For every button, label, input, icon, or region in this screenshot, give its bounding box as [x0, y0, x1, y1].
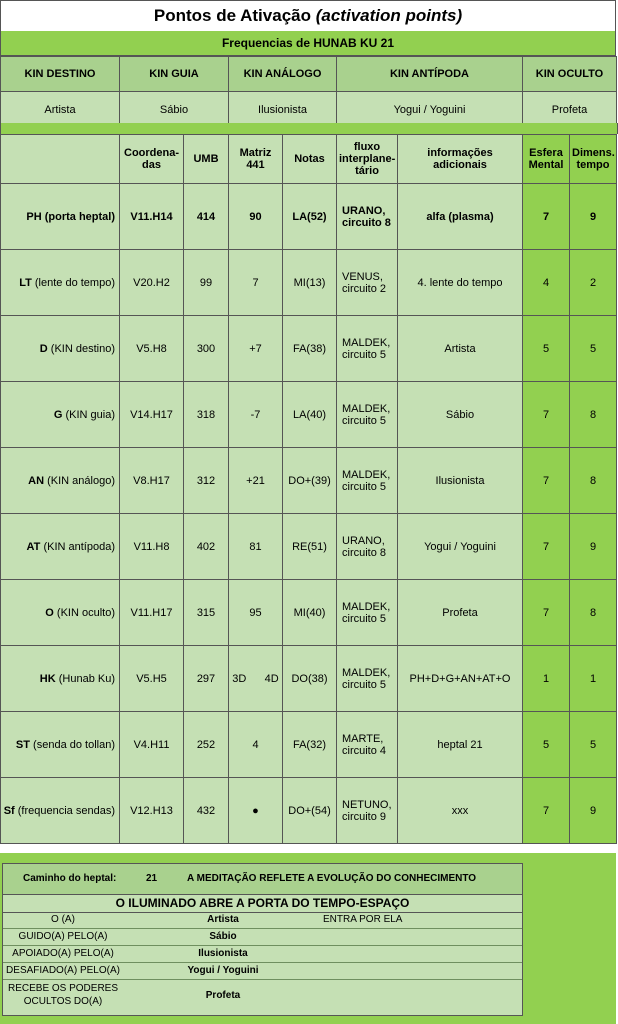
- nota-cell: RE(51): [283, 514, 337, 580]
- heptal-line: [3, 912, 522, 929]
- page-title: [0, 0, 616, 32]
- fluxo-circuit: circuito 5: [342, 678, 387, 691]
- point-abbr: AT: [26, 540, 41, 553]
- activation-row: [1, 382, 617, 448]
- nota-cell: LA(52): [283, 184, 337, 250]
- kin-header: KIN GUIA: [120, 57, 229, 92]
- umb-cell: 312: [184, 448, 229, 514]
- point-abbr: HK: [39, 672, 56, 685]
- kin-header: KIN OCULTO: [523, 57, 617, 92]
- point-abbr: PH: [26, 210, 42, 223]
- activation-row: [1, 646, 617, 712]
- fluxo-planet: VENUS,: [342, 270, 383, 283]
- fluxo-planet: MALDEK,: [342, 402, 391, 415]
- caminho-text: A MEDITAÇÃO REFLETE A EVOLUÇÃO DO CONHECIMENTO: [187, 873, 477, 884]
- point-abbr: AN: [28, 474, 45, 487]
- fluxo-cell: [337, 184, 398, 250]
- kin-value: Profeta: [523, 92, 617, 129]
- dimens-cell: 5: [570, 316, 617, 382]
- esfera-cell: 7: [523, 184, 570, 250]
- fluxo-circuit: circuito 4: [342, 744, 387, 757]
- point-desc: (frequencia sendas): [17, 804, 115, 817]
- esfera-cell: 7: [523, 514, 570, 580]
- point-abbr: G: [53, 408, 63, 421]
- fluxo-cell: [337, 316, 398, 382]
- point-desc: (KIN oculto): [56, 606, 115, 619]
- fluxo-circuit: circuito 8: [342, 216, 391, 229]
- kin-header: KIN ANTÍPODA: [337, 57, 523, 92]
- point-abbr: LT: [19, 276, 32, 289]
- header-fluxo: fluxo interplane-tário: [337, 135, 398, 184]
- matriz-cell: +21: [229, 448, 283, 514]
- info-cell: Ilusionista: [398, 448, 523, 514]
- info-cell: Profeta: [398, 580, 523, 646]
- point-label: [1, 712, 120, 778]
- point-desc: (KIN análogo): [47, 474, 115, 487]
- line-mid: Artista: [207, 914, 239, 925]
- dimens-cell: 9: [570, 514, 617, 580]
- coordenadas-cell: V5.H8: [120, 316, 184, 382]
- fluxo-circuit: circuito 5: [342, 348, 387, 361]
- iluminado-heading: O ILUMINADO ABRE A PORTA DO TEMPO-ESPAÇO: [3, 895, 522, 913]
- esfera-cell: 7: [523, 382, 570, 448]
- fluxo-planet: URANO,: [342, 204, 386, 217]
- heptal-line: [3, 929, 522, 946]
- coordenadas-cell: V5.H5: [120, 646, 184, 712]
- heptal-line: [3, 963, 522, 980]
- fluxo-planet: MALDEK,: [342, 666, 391, 679]
- point-label: [1, 448, 120, 514]
- header-coordenadas: Coordena-das: [120, 135, 184, 184]
- fluxo-cell: [337, 646, 398, 712]
- esfera-cell: 5: [523, 316, 570, 382]
- header-notas: Notas: [283, 135, 337, 184]
- point-label: [1, 250, 120, 316]
- esfera-cell: 7: [523, 448, 570, 514]
- nota-cell: DO+(54): [283, 778, 337, 844]
- point-label: [1, 646, 120, 712]
- header-matriz: Matriz 441: [229, 135, 283, 184]
- matriz-cell: ●: [229, 778, 283, 844]
- column-header-row: [1, 135, 617, 184]
- info-cell: heptal 21: [398, 712, 523, 778]
- point-abbr: ST: [15, 738, 30, 751]
- coordenadas-cell: V12.H13: [120, 778, 184, 844]
- kin-table: [0, 56, 617, 129]
- nota-cell: FA(38): [283, 316, 337, 382]
- point-desc: (KIN destino): [50, 342, 115, 355]
- kin-value: Ilusionista: [229, 92, 337, 129]
- dimens-cell: 9: [570, 778, 617, 844]
- fluxo-planet: URANO,: [342, 534, 385, 547]
- fluxo-planet: MALDEK,: [342, 468, 391, 481]
- fluxo-planet: MARTE,: [342, 732, 384, 745]
- nota-cell: MI(13): [283, 250, 337, 316]
- line-left: O (A): [51, 914, 75, 925]
- info-cell: xxx: [398, 778, 523, 844]
- umb-cell: 300: [184, 316, 229, 382]
- activation-row: [1, 448, 617, 514]
- matriz-cell: 7: [229, 250, 283, 316]
- fluxo-cell: [337, 712, 398, 778]
- point-label: [1, 184, 120, 250]
- point-desc: (KIN guia): [65, 408, 115, 421]
- line-mid: Ilusionista: [198, 948, 248, 959]
- activation-row: [1, 184, 617, 250]
- nota-cell: DO+(39): [283, 448, 337, 514]
- kin-value: Sábio: [120, 92, 229, 129]
- dimens-cell: 8: [570, 580, 617, 646]
- line-mid: Sábio: [209, 931, 237, 942]
- point-abbr: O: [45, 606, 54, 619]
- fluxo-cell: [337, 778, 398, 844]
- point-label: [1, 514, 120, 580]
- heptal-line: [3, 980, 522, 1013]
- matriz-cell: 90: [229, 184, 283, 250]
- nota-cell: MI(40): [283, 580, 337, 646]
- fluxo-circuit: circuito 5: [342, 612, 387, 625]
- coordenadas-cell: V14.H17: [120, 382, 184, 448]
- matriz-cell: -7: [229, 382, 283, 448]
- header-esfera: Esfera Mental: [523, 135, 570, 184]
- point-label: [1, 316, 120, 382]
- matriz-cell: 95: [229, 580, 283, 646]
- fluxo-circuit: circuito 5: [342, 414, 387, 427]
- fluxo-circuit: circuito 5: [342, 480, 387, 493]
- kin-value: Artista: [1, 92, 120, 129]
- line-right: ENTRA POR ELA: [323, 914, 403, 925]
- line-left: DESAFIADO(A) PELO(A): [6, 965, 120, 976]
- matriz-cell: 81: [229, 514, 283, 580]
- umb-cell: 318: [184, 382, 229, 448]
- fluxo-cell: [337, 580, 398, 646]
- fluxo-planet: MALDEK,: [342, 600, 391, 613]
- header-blank: [1, 135, 120, 184]
- nota-cell: LA(40): [283, 382, 337, 448]
- activation-row: [1, 316, 617, 382]
- point-desc: (senda do tollan): [33, 738, 115, 751]
- activation-row: [1, 580, 617, 646]
- activation-points-table: [0, 134, 617, 844]
- activation-row: [1, 514, 617, 580]
- activation-row: [1, 712, 617, 778]
- info-cell: PH+D+G+AN+AT+O: [398, 646, 523, 712]
- point-label: [1, 778, 120, 844]
- line-left: GUIDO(A) PELO(A): [18, 931, 108, 942]
- dimens-cell: 8: [570, 382, 617, 448]
- line-mid: Yogui / Yoguini: [187, 965, 259, 976]
- nota-cell: DO(38): [283, 646, 337, 712]
- umb-cell: 432: [184, 778, 229, 844]
- matriz-cell: 4: [229, 712, 283, 778]
- kin-header: KIN DESTINO: [1, 57, 120, 92]
- coordenadas-cell: V4.H11: [120, 712, 184, 778]
- fluxo-cell: [337, 382, 398, 448]
- activation-row: [1, 778, 617, 844]
- info-cell: Artista: [398, 316, 523, 382]
- esfera-cell: 7: [523, 580, 570, 646]
- header-umb: UMB: [184, 135, 229, 184]
- matriz-cell: +7: [229, 316, 283, 382]
- point-desc: (Hunab Ku): [58, 672, 115, 685]
- esfera-cell: 4: [523, 250, 570, 316]
- point-abbr: Sf: [3, 804, 15, 817]
- dimens-cell: 8: [570, 448, 617, 514]
- esfera-cell: 5: [523, 712, 570, 778]
- point-desc: (porta heptal): [44, 210, 115, 223]
- coordenadas-cell: V20.H2: [120, 250, 184, 316]
- umb-cell: 252: [184, 712, 229, 778]
- line-left: RECEBE OS PODERES OCULTOS DO(A): [7, 983, 119, 1007]
- point-desc: (KIN antípoda): [43, 540, 115, 553]
- fluxo-planet: MALDEK,: [342, 336, 391, 349]
- coordenadas-cell: V11.H8: [120, 514, 184, 580]
- info-cell: 4. lente do tempo: [398, 250, 523, 316]
- header-dimens: Dimens. tempo: [570, 135, 617, 184]
- heptal-line: [3, 946, 522, 963]
- line-left: APOIADO(A) PELO(A): [12, 948, 114, 959]
- info-cell: alfa (plasma): [398, 184, 523, 250]
- fluxo-circuit: circuito 8: [342, 546, 387, 559]
- dimens-cell: 1: [570, 646, 617, 712]
- fluxo-cell: [337, 448, 398, 514]
- separator-band: [0, 123, 618, 134]
- bottom-section: [0, 853, 616, 1024]
- fluxo-circuit: circuito 2: [342, 282, 387, 295]
- fluxo-cell: [337, 250, 398, 316]
- header-info: informações adicionais: [398, 135, 523, 184]
- esfera-cell: 1: [523, 646, 570, 712]
- kin-header-row: [1, 57, 617, 92]
- caminho-number: 21: [146, 873, 158, 884]
- fluxo-planet: NETUNO,: [342, 798, 392, 811]
- dimens-cell: 9: [570, 184, 617, 250]
- title-subtitle: (activation points): [315, 6, 463, 25]
- kin-header: KIN ANÁLOGO: [229, 57, 337, 92]
- umb-cell: 402: [184, 514, 229, 580]
- matriz-cell: 3D 4D: [229, 646, 283, 712]
- heptal-panel: [2, 863, 523, 1016]
- coordenadas-cell: V11.H14: [120, 184, 184, 250]
- dimens-cell: 2: [570, 250, 617, 316]
- info-cell: Sábio: [398, 382, 523, 448]
- line-mid: Profeta: [205, 990, 241, 1001]
- coordenadas-cell: V11.H17: [120, 580, 184, 646]
- caminho-row: [3, 864, 522, 895]
- umb-cell: 99: [184, 250, 229, 316]
- point-label: [1, 580, 120, 646]
- point-abbr: D: [39, 342, 48, 355]
- esfera-cell: 7: [523, 778, 570, 844]
- point-label: [1, 382, 120, 448]
- frequency-header: Frequencias de HUNAB KU 21: [0, 31, 616, 56]
- point-desc: (lente do tempo): [34, 276, 115, 289]
- fluxo-cell: [337, 514, 398, 580]
- umb-cell: 315: [184, 580, 229, 646]
- caminho-label: Caminho do heptal:: [23, 873, 117, 884]
- coordenadas-cell: V8.H17: [120, 448, 184, 514]
- umb-cell: 297: [184, 646, 229, 712]
- fluxo-circuit: circuito 9: [342, 810, 387, 823]
- activation-row: [1, 250, 617, 316]
- dimens-cell: 5: [570, 712, 617, 778]
- info-cell: Yogui / Yoguini: [398, 514, 523, 580]
- heptal-lines: [3, 912, 522, 1013]
- title-main: Pontos de Ativação: [153, 6, 311, 25]
- nota-cell: FA(32): [283, 712, 337, 778]
- umb-cell: 414: [184, 184, 229, 250]
- kin-value: Yogui / Yoguini: [337, 92, 523, 129]
